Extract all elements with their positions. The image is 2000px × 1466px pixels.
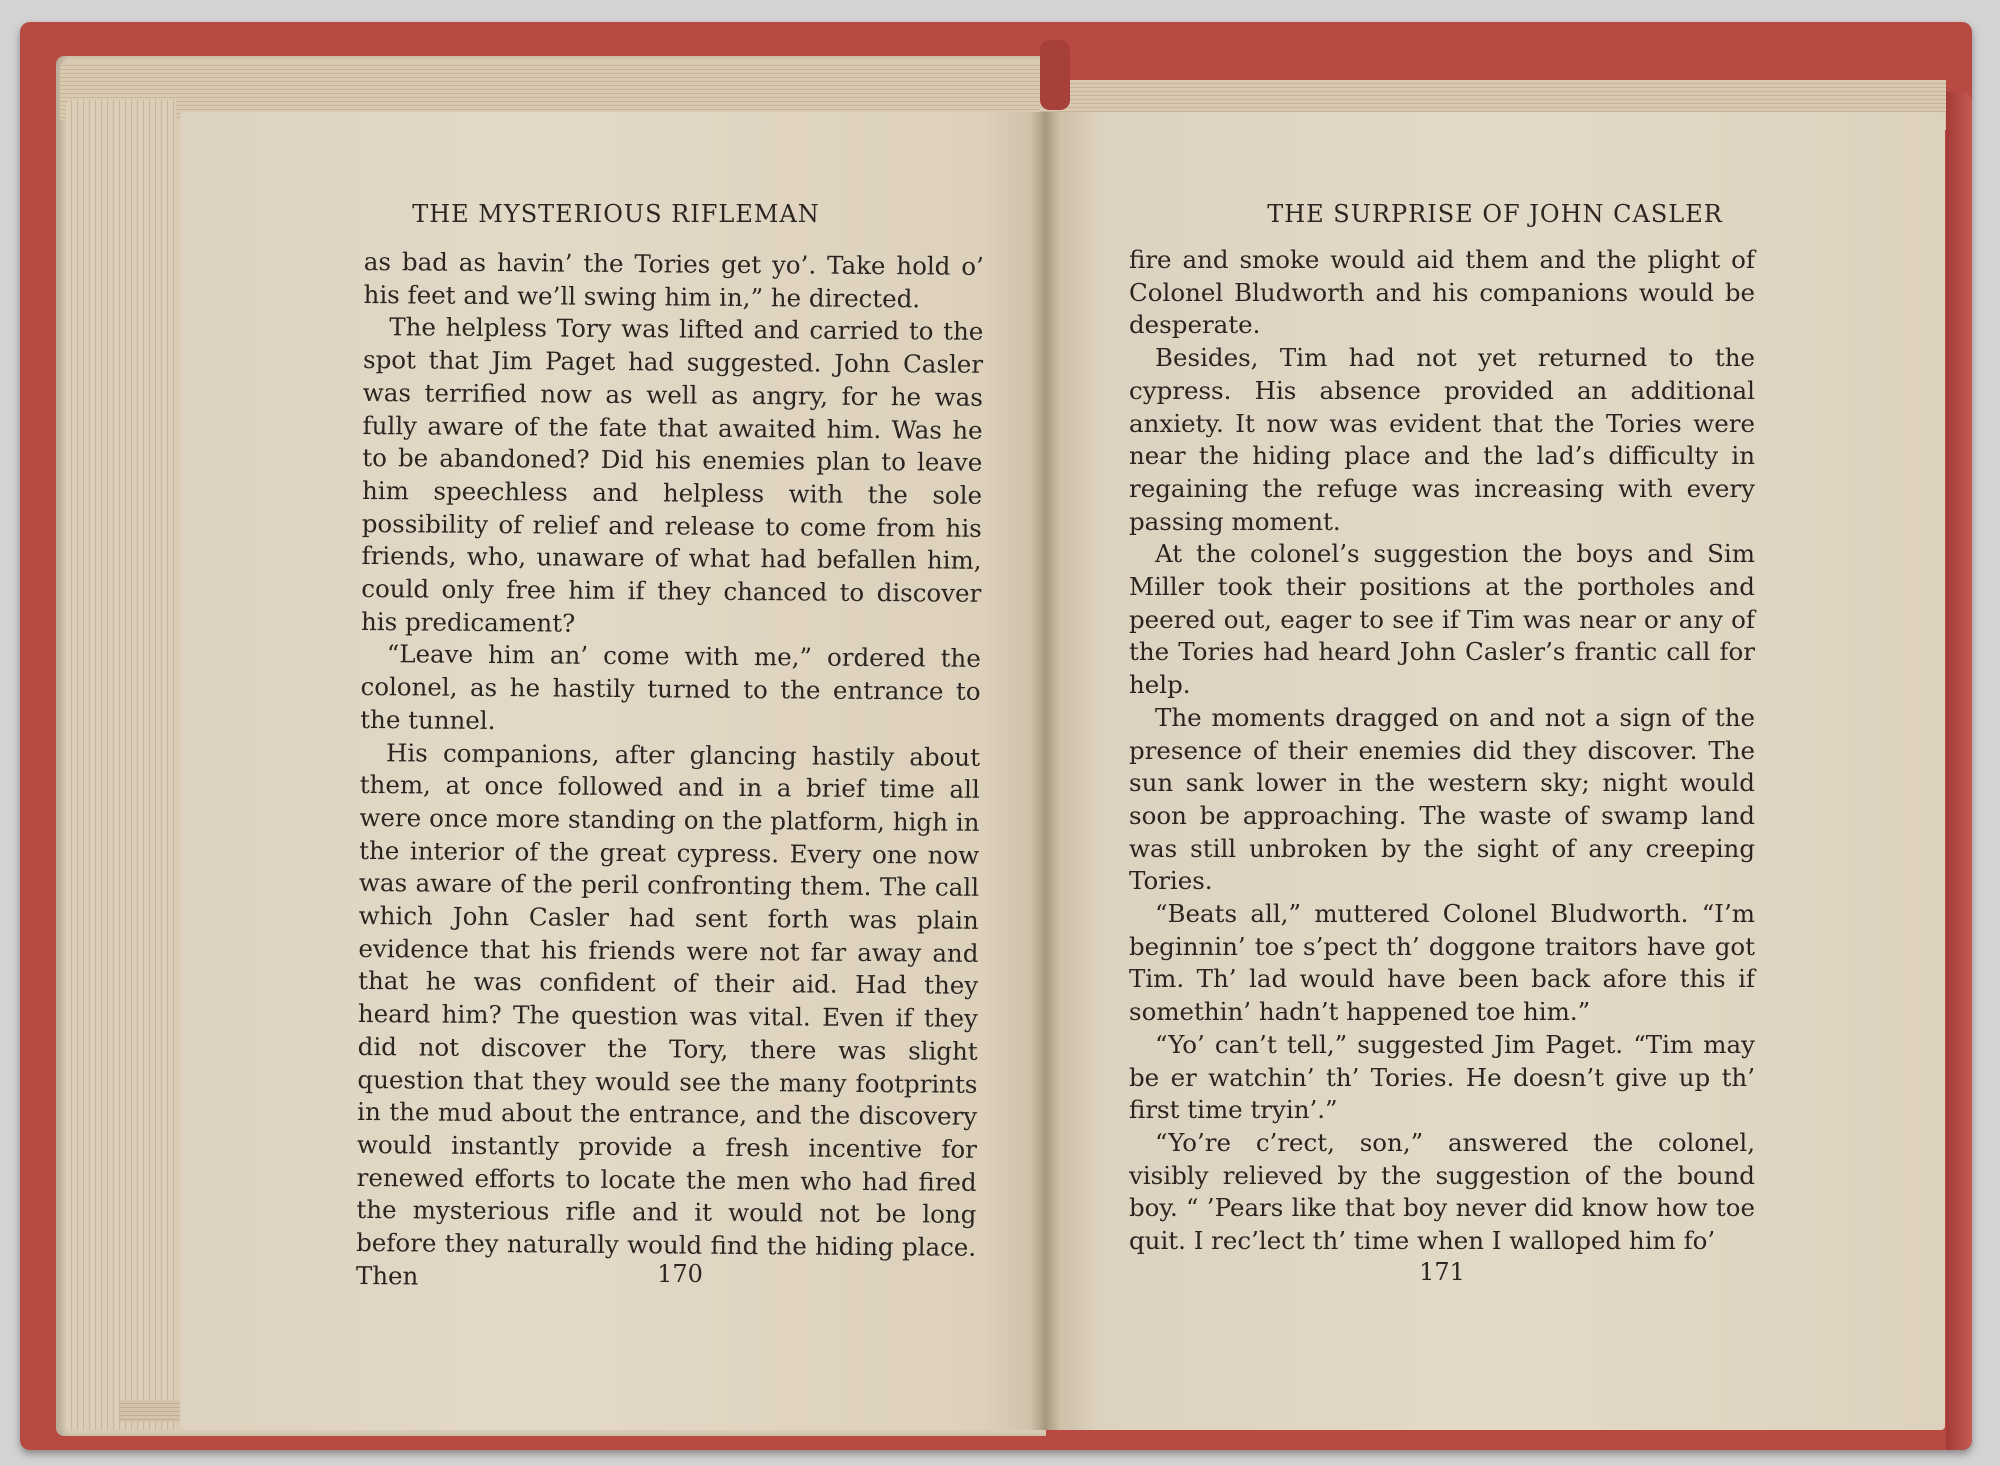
left-page — [180, 112, 1052, 1430]
paragraph: “Leave him an’ come with me,” ordered the colonel, as he hastily turned to the entrance to the tunnel. — [360, 639, 981, 735]
page-edges-left — [66, 100, 176, 1430]
page-number-right: 171 — [1419, 1258, 1465, 1286]
book-gutter — [1030, 112, 1060, 1430]
paragraph: as bad as havin’ the Tories get yo’. Take hold o’ his feet and we’ll swing him in,” he directed. — [363, 246, 984, 314]
cover-edge — [1946, 92, 1972, 1450]
paragraph: At the colonel’s suggestion the boys and Sim Miller took their positions at the portholes and peered out, eager to see if Tim was near or any of the Tories had heard John Casler’s frantic call for help. — [1129, 539, 1755, 700]
paragraph: The moments dragged on and not a sign of the presence of their enemies did they discover. The sun sank lower in the western sky; night would soon be approaching. The waste of swamp land was still unbroken by the sight of any creeping Tories. — [1129, 702, 1755, 896]
paragraph: Besides, Tim had not yet returned to the cypress. His absence provided an additional anxiety. It now was evident that the Tories were near the hiding place and the lad’s difficulty in regaining the refuge was increasing with every passing moment. — [1129, 343, 1755, 536]
paragraph: The helpless Tory was lifted and carried to the spot that Jim Paget had suggested. John Casler was terrified now as well as angry, for he was fully aware of the fate that awaited him. Was he to be abandoned? Did his enemies plan to leave him speechless and helpless with the sole possibility of relief and release to come from his friends, who, unaware of what had befallen him, could only free him if they chanced to discover his predicament? — [360, 312, 984, 638]
running-head-right: THE SURPRISE OF JOHN CASLER — [1267, 200, 1723, 228]
paragraph: His companions, after glancing hastily about them, at once followed and in a brief time all were once more standing on the platform, high in the interior of the great cypress. Every one now was aware of the peril confronting them. The call which John Casler had sent forth was plain evidence that his friends were not far away and that he was confident of their aid. Had they heard him? The question was vital. Even if they did not discover the Tory, there was slight question that they would see the many footprints in the mud about the entrance, and the discovery would instantly provide a fresh incentive for renewed efforts to locate the men who had fired the mysterious rifle and it would not be long before they naturally would find the hiding place. Then — [355, 737, 981, 1291]
paragraph: “Yo’re c’rect, son,” answered the colonel, visibly relieved by the suggestion of the bound boy. “ ’Pears like that boy never did know how toe quit. I rec’lect th’ time when I walloped him fo’ — [1129, 1127, 1755, 1256]
running-head-left: THE MYSTERIOUS RIFLEMAN — [412, 200, 820, 228]
spine-fold — [1040, 40, 1070, 110]
paragraph: “Beats all,” muttered Colonel Bludworth. “I’m beginnin’ toe s’pect th’ doggone traitors have got Tim. Th’ lad would have been back afore this if somethin’ hadn’t happened toe him.” — [1129, 899, 1755, 1027]
right-page-text — [1129, 244, 1755, 1258]
paragraph: “Yo’ can’t tell,” suggested Jim Paget. “Tim may be er watchin’ th’ Tories. He doesn’t give up th’ first time tryin’.” — [1129, 1029, 1755, 1125]
page-number-left: 170 — [657, 1260, 703, 1288]
paragraph: fire and smoke would aid them and the plight of Colonel Bludworth and his companions would be desperate. — [1129, 245, 1755, 340]
right-page — [1045, 112, 1945, 1430]
left-page-text — [356, 246, 984, 1297]
